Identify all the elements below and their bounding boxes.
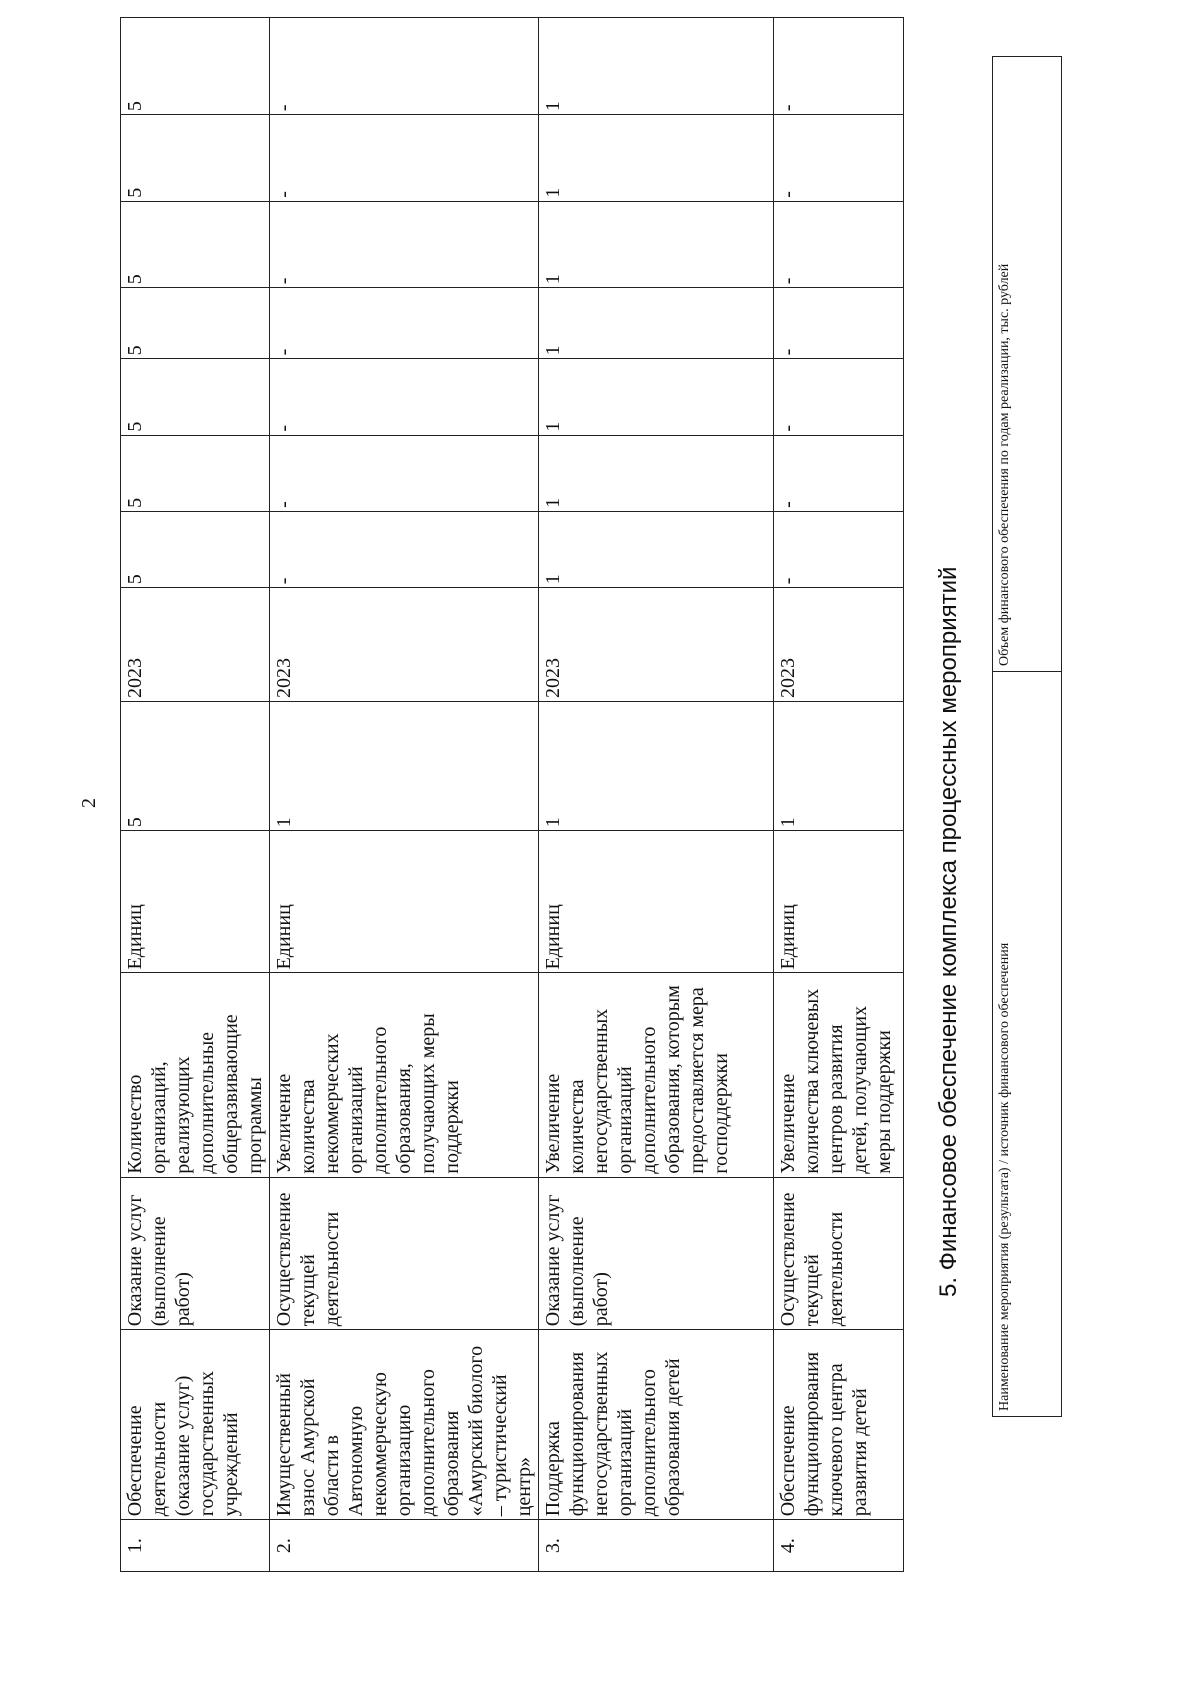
year-value-cell: 5 [121,115,270,202]
indicator-name: Увеличение количества некоммерческих организаций дополнительного образования, получающих меры поддержки [270,973,539,1177]
year-value-cell: 5 [121,288,270,359]
table-row [121,18,270,1572]
year-value-cell: - [270,359,539,435]
indicator-name: Количество организаций, реализующих дополнительные общеразвивающие программы [121,973,270,1177]
year-value-cell: - [270,18,539,115]
indicator-name: Увеличение количества негосударственных организаций дополнительного образования, которым предоставляется мера господдержки [539,973,774,1177]
activity-name: Поддержка функционирования негосударственных организаций дополнительного образования детей [539,1330,774,1520]
activity-type: Осуществление текущей деятельности [774,1177,904,1330]
year-value-cell: - [774,115,904,202]
year-value-cell: 5 [121,435,270,511]
year-value-cell: - [774,288,904,359]
activity-type: Осуществление текущей деятельности [270,1177,539,1330]
year-value-cell: - [270,115,539,202]
row-number: 3. [539,1520,774,1572]
row-number: 1. [121,1520,270,1572]
activity-name: Обеспечение деятельности (оказание услуг) государственных учреждений [121,1330,270,1520]
unit-cell: Единиц [774,831,904,973]
activity-name: Имущественный взнос Амурской области в Автономную некоммерческую организацию дополнительного образования «Амурский биолого – туристический центр» [270,1330,539,1520]
indicator-name: Увеличение количества ключевых центров развития детей, получающих меры поддержки [774,973,904,1177]
table-row [270,18,539,1572]
row-number: 2. [270,1520,539,1572]
year-value-cell: 5 [121,201,270,288]
base-year: 2023 [121,588,270,702]
year-value-cell: - [270,511,539,587]
section-title: 5. Финансовое обеспечение комплекса процессных мероприятий [935,566,962,1297]
unit-cell: Единиц [270,831,539,973]
base-value: 5 [121,701,270,830]
year-value-cell: - [270,201,539,288]
base-year: 2023 [270,588,539,702]
row-number: 4. [774,1520,904,1572]
table-row [774,18,904,1572]
base-value: 1 [774,701,904,830]
year-value-cell: - [774,359,904,435]
fin-header-volume: Объем финансового обеспечения по годам реализации, тыс. рублей [993,57,1062,672]
page-number: 2 [78,798,100,808]
year-value-cell: - [774,201,904,288]
fin-header-name: Наименование мероприятия (результата) / источник финансового обеспечения [993,672,1062,1417]
base-year: 2023 [539,588,774,702]
year-value-cell: 1 [539,115,774,202]
unit-cell: Единиц [539,831,774,973]
year-value-cell: 1 [539,435,774,511]
base-value: 1 [270,701,539,830]
base-year: 2023 [774,588,904,702]
year-value-cell: 1 [539,201,774,288]
year-value-cell: - [270,435,539,511]
activity-type: Оказание услуг (выполнение работ) [539,1177,774,1330]
unit-cell: Единиц [121,831,270,973]
indicators-table [120,17,904,1572]
year-value-cell: - [270,288,539,359]
year-value-cell: 1 [539,288,774,359]
year-value-cell: 5 [121,18,270,115]
activity-name: Обеспечение функционирования ключевого центра развития детей [774,1330,904,1520]
year-value-cell: 5 [121,511,270,587]
base-value: 1 [539,701,774,830]
activity-type: Оказание услуг (выполнение работ) [121,1177,270,1330]
year-value-cell: 1 [539,359,774,435]
year-value-cell: 5 [121,359,270,435]
year-value-cell: - [774,435,904,511]
year-value-cell: - [774,511,904,587]
year-value-cell: 1 [539,18,774,115]
table-row [539,18,774,1572]
year-value-cell: 1 [539,511,774,587]
year-value-cell: - [774,18,904,115]
financing-table [992,56,1062,1417]
